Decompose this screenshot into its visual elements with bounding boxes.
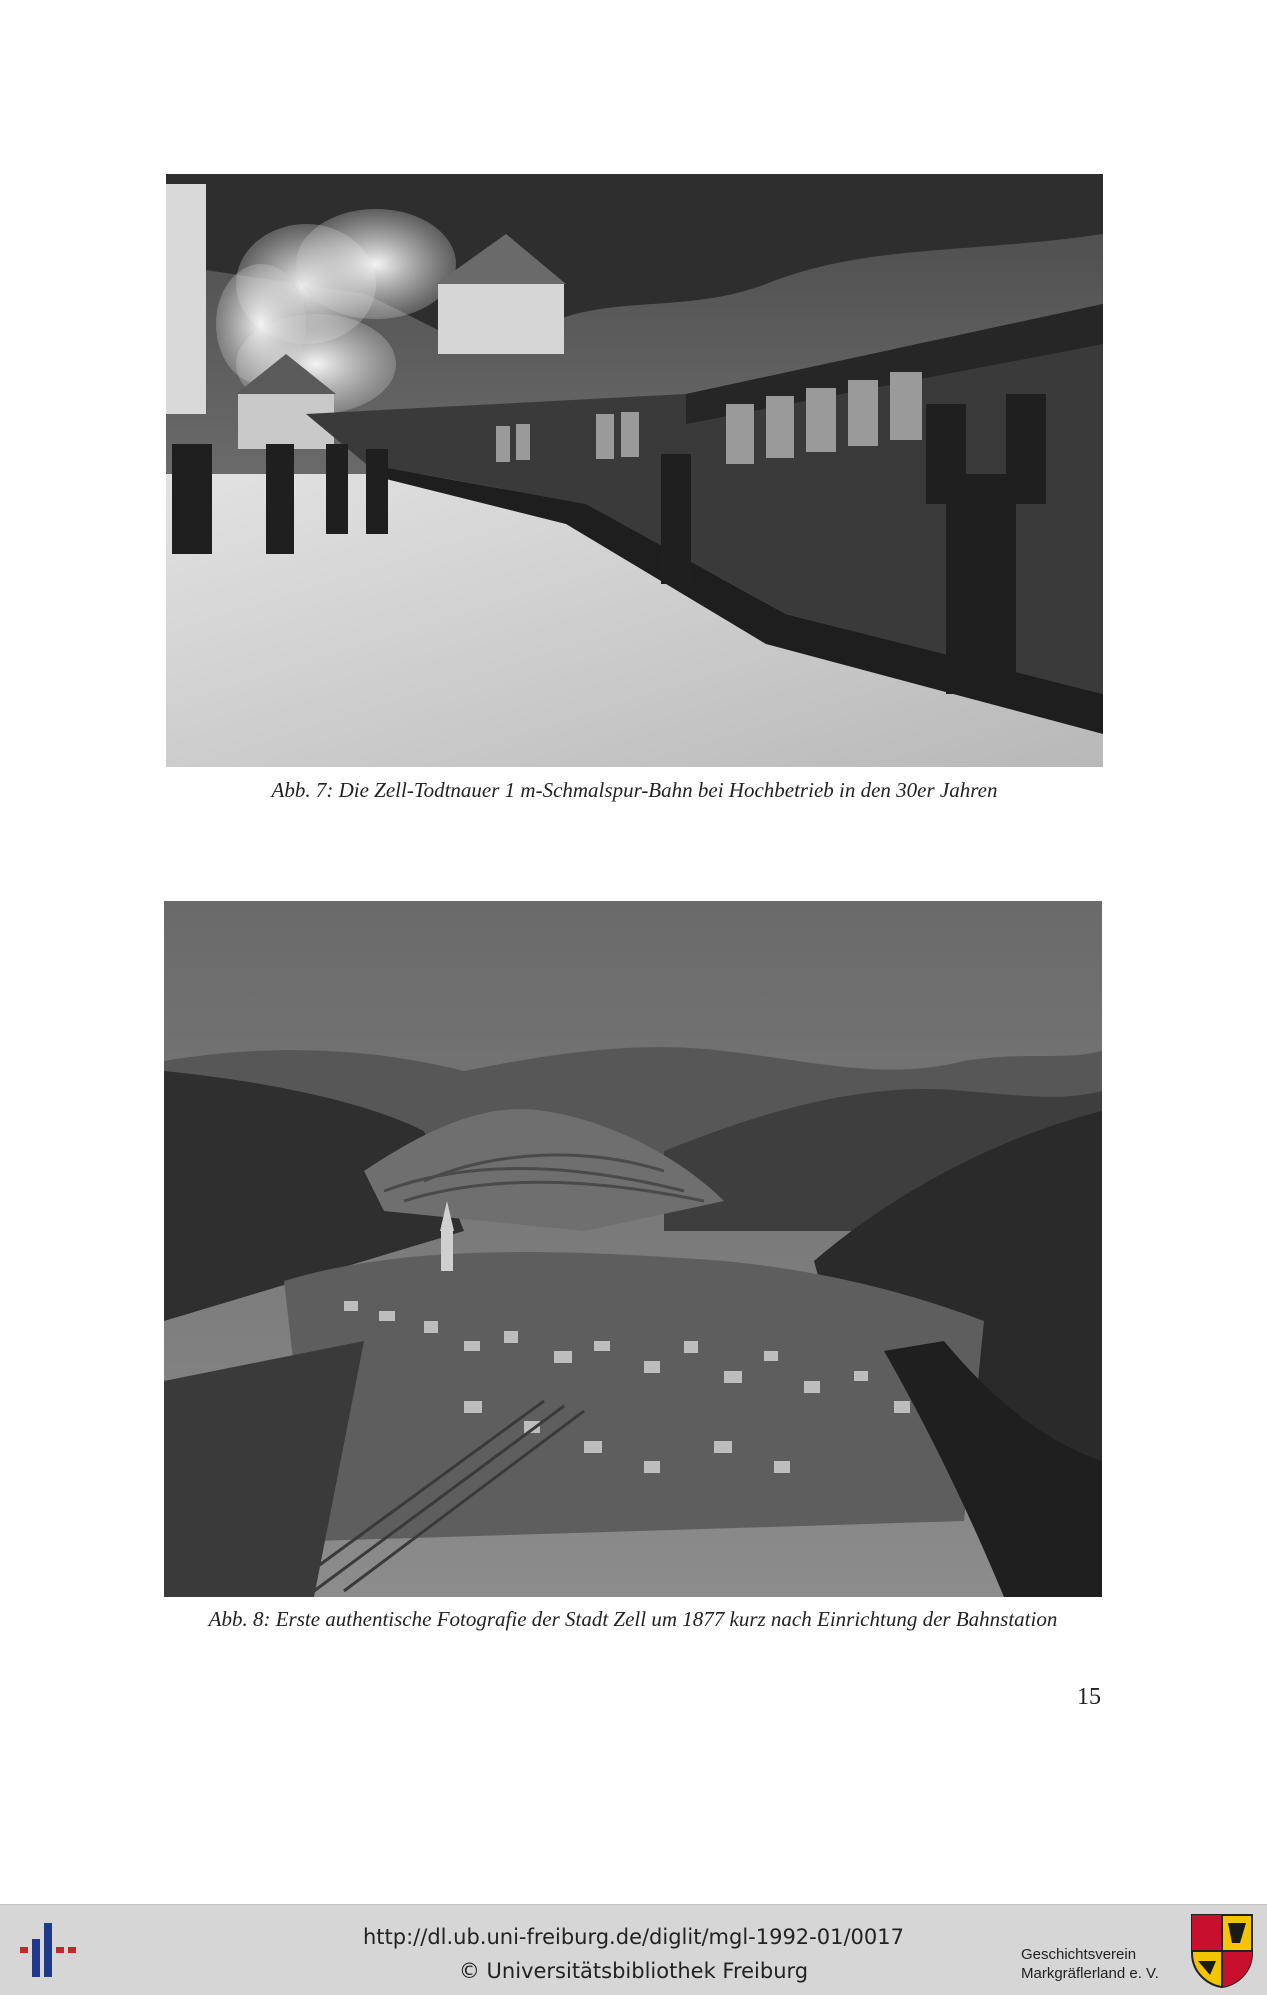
figure-7-caption: Abb. 7: Die Zell-Todtnauer 1 m-Schmalspur-Bahn bei Hochbetrieb in den 30er Jahren (271, 778, 998, 802)
society-name (1021, 1945, 1159, 1983)
society-name-line2: Markgräflerland e. V. (1021, 1965, 1159, 1982)
document-url-link[interactable]: http://dl.ub.uni-freiburg.de/diglit/mgl-1992-01/0017 (362, 1925, 904, 1949)
page-number: 15 (1077, 1684, 1101, 1710)
figure-8-town-photo (164, 901, 1102, 1597)
figure-7-train-photo (166, 174, 1103, 767)
figure-8-caption: Abb. 8: Erste authentische Fotografie der Stadt Zell um 1877 kurz nach Einrichtung der Bahnstation (208, 1607, 1058, 1631)
coat-of-arms-icon (1190, 1913, 1254, 1989)
copyright-notice: © Universitätsbibliothek Freiburg (458, 1959, 809, 1983)
society-name-line1: Geschichtsverein (1021, 1946, 1137, 1963)
footer-bar (0, 1904, 1267, 1995)
